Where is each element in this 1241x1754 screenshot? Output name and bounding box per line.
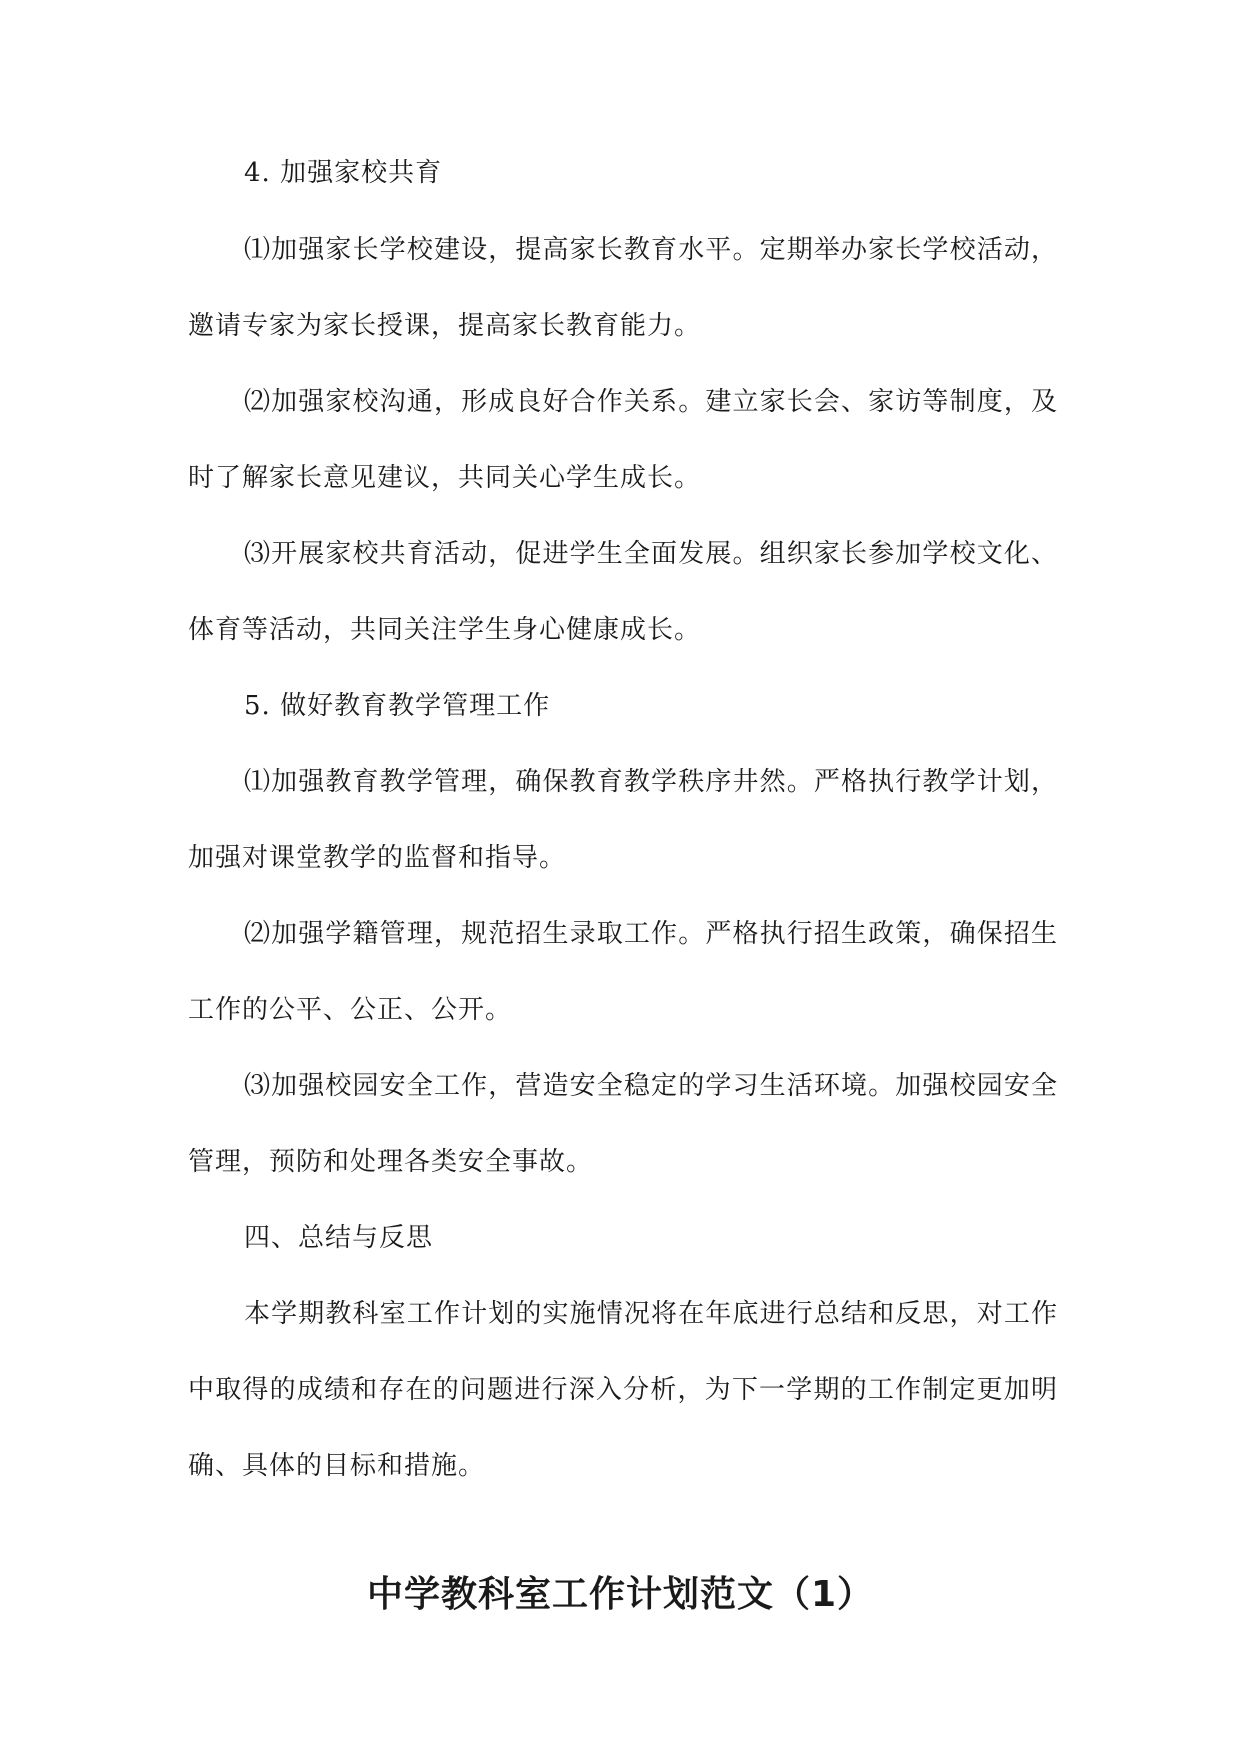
section-5-item-3: ⑶加强校园安全工作，营造安全稳定的学习生活环境。加强校园安全管理，预防和处理各类安全事故。 (188, 1071, 1058, 1177)
section-5-item-1: ⑴加强教育教学管理，确保教育教学秩序井然。严格执行教学计划，加强对课堂教学的监督和指导。 (188, 767, 1058, 873)
section-4-item-2: ⑵加强家校沟通，形成良好合作关系。建立家长会、家访等制度，及时了解家长意见建议，共同关心学生成长。 (188, 387, 1058, 493)
summary-paragraph: 本学期教科室工作计划的实施情况将在年底进行总结和反思，对工作中取得的成绩和存在的问题进行深入分析，为下一学期的工作制定更加明确、具体的目标和措施。 (188, 1299, 1058, 1481)
section-4-heading: 4. 加强家校共育 (244, 158, 443, 188)
summary-heading: 四、总结与反思 (244, 1223, 434, 1253)
section-5-item-2: ⑵加强学籍管理，规范招生录取工作。严格执行招生政策，确保招生工作的公平、公正、公开。 (188, 919, 1058, 1025)
next-document-title: 中学教科室工作计划范文（1） (366, 1574, 875, 1615)
section-5-heading: 5. 做好教育教学管理工作 (244, 691, 551, 721)
section-4-item-3: ⑶开展家校共育活动，促进学生全面发展。组织家长参加学校文化、体育等活动，共同关注学生身心健康成长。 (188, 539, 1058, 645)
section-4-item-1: ⑴加强家长学校建设，提高家长教育水平。定期举办家长学校活动，邀请专家为家长授课，提高家长教育能力。 (188, 235, 1058, 341)
